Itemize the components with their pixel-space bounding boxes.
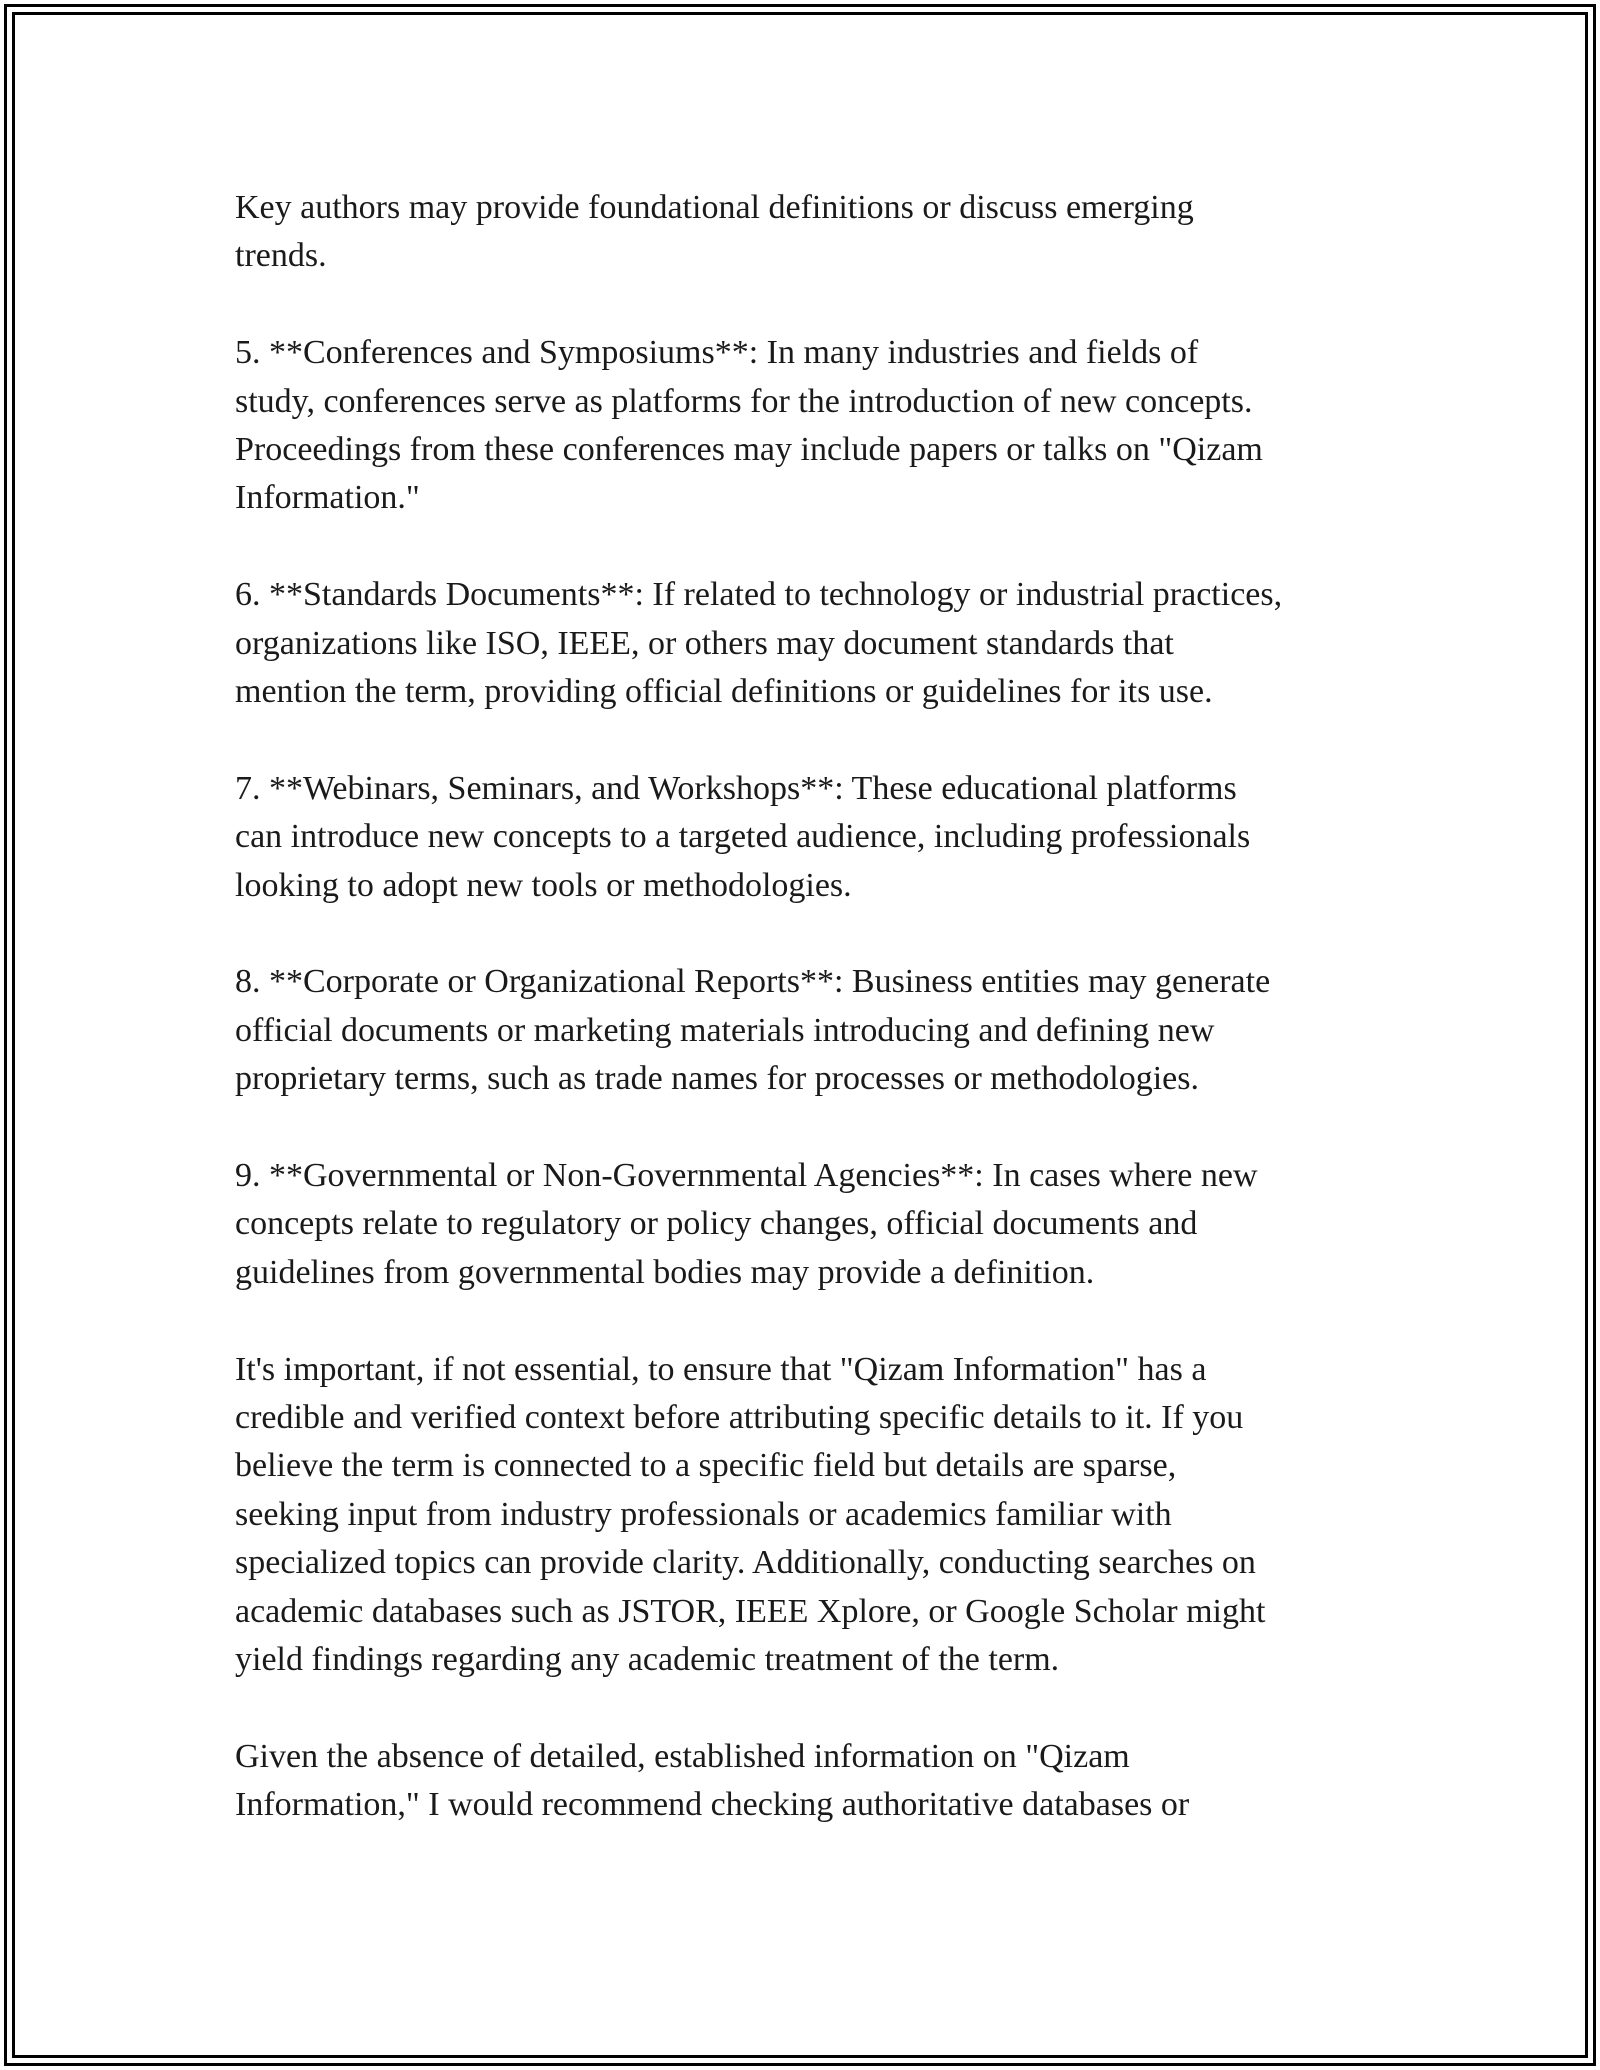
paragraph-item-6-standards: 6. **Standards Documents**: If related to technology or industrial practices, organizations like ISO, IEEE, or others may document standards that mention the term, providing official definitions or guidelines for its use. (235, 576, 1283, 711)
paragraph-key-authors: Key authors may provide foundational definitions or discuss emerging trends. (235, 189, 1194, 275)
paragraph-item-8-corporate: 8. **Corporate or Organizational Reports**: Business entities may generate official documents or marketing materials introducing and defining new proprietary terms, such as trade names for processes or methodologies. (235, 963, 1271, 1098)
document-body (235, 184, 1385, 1830)
paragraph-recommendation: Given the absence of detailed, established information on "Qizam Information," I would recommend checking authoritative databases or (235, 1737, 1190, 1824)
paragraph-item-7-webinars: 7. **Webinars, Seminars, and Workshops**: These educational platforms can introduce new concepts to a targeted audience, including professionals looking to adopt new tools or methodologies. (235, 769, 1251, 904)
paragraph-item-9-agencies: 9. **Governmental or Non-Governmental Agencies**: In cases where new concepts relate to regulatory or policy changes, official documents and guidelines from governmental bodies may provide a definition. (235, 1157, 1258, 1291)
paragraph-item-5-conferences: 5. **Conferences and Symposiums**: In many industries and fields of study, conferences serve as platforms for the introduction of new concepts. Proceedings from these conferences may include papers or talks on "Qizam Information." (235, 334, 1263, 517)
paragraph-important-context: It's important, if not essential, to ensure that "Qizam Information" has a credible and verified context before attributing specific details to it. If you believe the term is connected to a specific field but details are sparse, seeking input from industry professionals or academics familiar with specialized topics can provide clarity. Additionally, conducting searches on academic databases such as JSTOR, IEEE Xplore, or Google Scholar might yield findings regarding any academic treatment of the term. (235, 1350, 1266, 1679)
